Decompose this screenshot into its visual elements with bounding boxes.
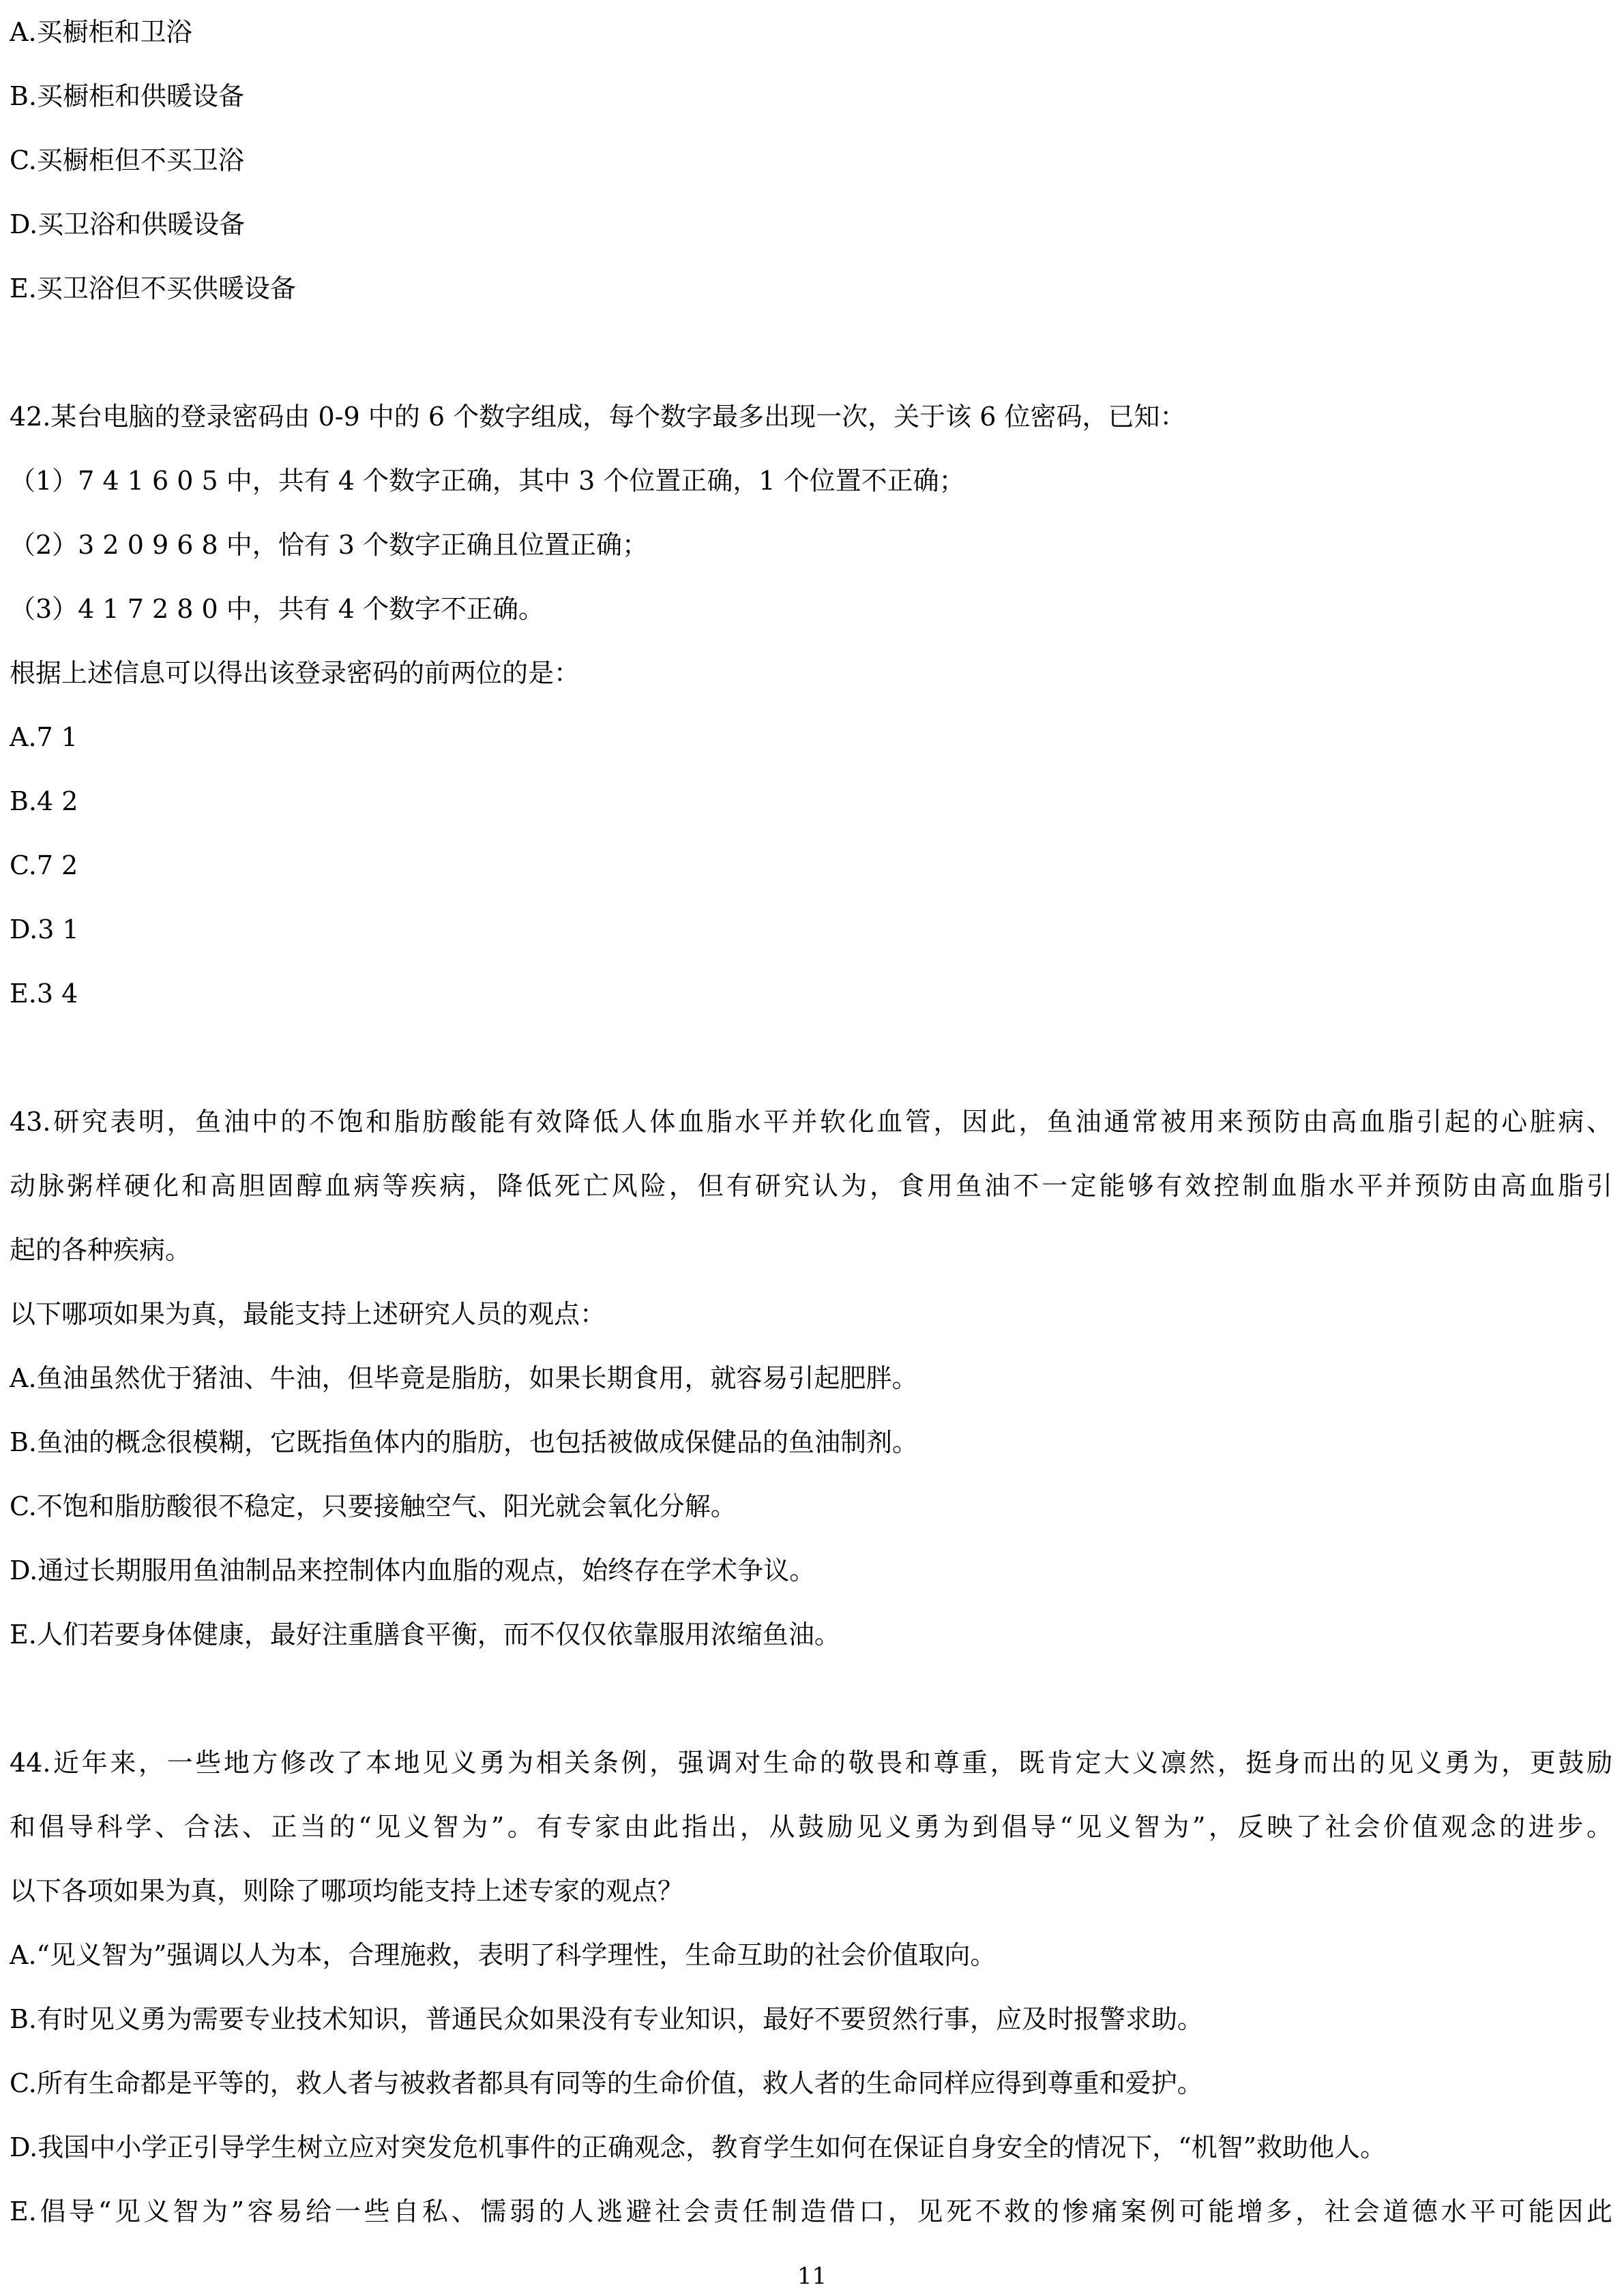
q41-option-e: E.买卫浴但不买供暖设备 (10, 273, 296, 303)
q44-option-a: A.“见义智为”强调以人为本，合理施救，表明了科学理性，生命互助的社会价值取向。 (10, 1940, 996, 1970)
q43-option-a: A.鱼油虽然优于猪油、牛油，但毕竟是脂肪，如果长期食用，就容易引起肥胖。 (10, 1363, 918, 1393)
q44-option-d: D.我国中小学正引导学生树立应对突发危机事件的正确观念，教育学生如何在保证自身安全的情况下，“机智”救助他人。 (10, 2132, 1387, 2162)
q44-stem-line-1: 44.近年来，一些地方修改了本地见义勇为相关条例，强调对生命的敬畏和尊重，既肯定大义凛然，挺身而出的见义勇为，更鼓励 (10, 1748, 1612, 1778)
q43-option-c: C.不饱和脂肪酸很不稳定，只要接触空气、阳光就会氧化分解。 (10, 1491, 737, 1521)
q43-option-d: D.通过长期服用鱼油制品来控制体内血脂的观点，始终存在学术争议。 (10, 1555, 816, 1585)
q42-condition-2: （2）3 2 0 9 6 8 中，恰有 3 个数字正确且位置正确； (10, 530, 649, 560)
q42-option-a: A.7 1 (10, 722, 78, 752)
q41-option-d: D.买卫浴和供暖设备 (10, 209, 246, 239)
q42-option-e: E.3 4 (10, 979, 78, 1009)
q42-option-d: D.3 1 (10, 914, 79, 944)
q42-condition-3: （3）4 1 7 2 8 0 中，共有 4 个数字不正确。 (10, 594, 545, 624)
q44-option-e: E.倡导“见义智为”容易给一些自私、懦弱的人逃避社会责任制造借口，见死不救的惨痛案例可能增多，社会道德水平可能因此 (10, 2196, 1612, 2226)
q43-option-b: B.鱼油的概念很模糊，它既指鱼体内的脂肪，也包括被做成保健品的鱼油制剂。 (10, 1427, 919, 1457)
q44-option-c: C.所有生命都是平等的，救人者与被救者都具有同等的生命价值，救人者的生命同样应得到尊重和爱护。 (10, 2068, 1203, 2098)
q42-option-b: B.4 2 (10, 786, 78, 816)
page-number: 11 (797, 2263, 827, 2290)
q44-question: 以下各项如果为真，则除了哪项均能支持上述专家的观点？ (10, 1876, 684, 1906)
q43-option-e: E.人们若要身体健康，最好注重膳食平衡，而不仅仅依靠服用浓缩鱼油。 (10, 1620, 840, 1650)
q44-option-b: B.有时见义勇为需要专业技术知识，普通民众如果没有专业知识，最好不要贸然行事，应及时报警求助。 (10, 2004, 1204, 2034)
q42-condition-1: （1）7 4 1 6 0 5 中，共有 4 个数字正确，其中 3 个位置正确，1 个位置不正确； (10, 466, 965, 496)
q42-option-c: C.7 2 (10, 850, 78, 880)
q43-stem-line-2: 动脉粥样硬化和高胆固醇血病等疾病，降低死亡风险，但有研究认为，食用鱼油不一定能够有效控制血脂水平并预防由高血脂引 (10, 1171, 1612, 1201)
q43-question: 以下哪项如果为真，最能支持上述研究人员的观点： (10, 1299, 606, 1329)
q42-stem: 42.某台电脑的登录密码由 0-9 中的 6 个数字组成，每个数字最多出现一次，关于该 6 位密码，已知： (10, 402, 1186, 432)
q41-option-a: A.买橱柜和卫浴 (10, 17, 192, 47)
q43-stem-line-1: 43.研究表明，鱼油中的不饱和脂肪酸能有效降低人体血脂水平并软化血管，因此，鱼油通常被用来预防由高血脂引起的心脏病、 (10, 1107, 1612, 1137)
q44-stem-line-2: 和倡导科学、合法、正当的“见义智为”。有专家由此指出，从鼓励见义勇为到倡导“见义智为”，反映了社会价值观念的进步。 (10, 1812, 1612, 1842)
q42-question: 根据上述信息可以得出该登录密码的前两位的是： (10, 658, 580, 688)
q43-stem-line-3: 起的各种疾病。 (10, 1235, 192, 1265)
q41-option-b: B.买橱柜和供暖设备 (10, 81, 245, 111)
q41-option-c: C.买橱柜但不买卫浴 (10, 145, 244, 175)
